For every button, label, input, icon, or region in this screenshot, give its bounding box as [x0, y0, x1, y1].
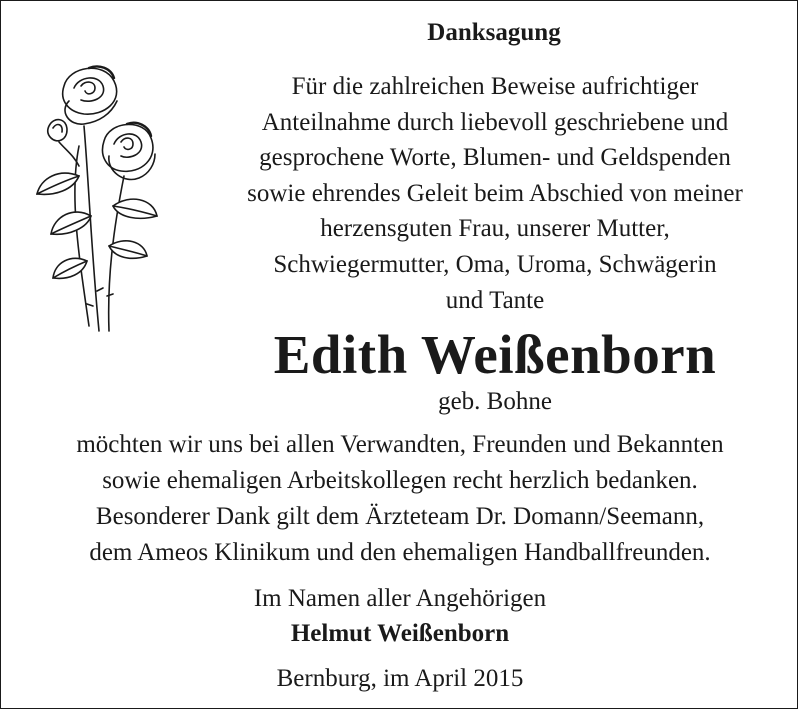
- intro-line: sowie ehrendes Geleit beim Abschied von meiner: [247, 179, 743, 207]
- heading: Danksagung: [427, 19, 561, 46]
- thanks-line: möchten wir uns bei allen Verwandten, Freunden und Bekannten: [76, 431, 724, 458]
- maiden-name: geb. Bohne: [438, 388, 552, 415]
- signature-block: [1, 581, 799, 651]
- signature-intro: Im Namen aller Angehörigen: [253, 585, 547, 612]
- thanks-line: dem Ameos Klinikum und den ehemaligen Handballfreunden.: [89, 539, 711, 566]
- intro-line: Schwiegermutter, Oma, Uroma, Schwägerin: [273, 250, 717, 278]
- rose-icon: [29, 56, 169, 336]
- intro-line: herzensguten Frau, unserer Mutter,: [320, 215, 670, 243]
- intro-line: und Tante: [445, 286, 545, 314]
- intro-line: gesprochene Worte, Blumen- und Geldspenden: [259, 144, 731, 172]
- thanks-line: Besonderer Dank gilt dem Ärzteteam Dr. Domann/Seemann,: [95, 503, 705, 530]
- intro-line: Für die zahlreichen Beweise aufrichtiger: [291, 73, 699, 100]
- signature-name: Helmut Weißenborn: [290, 620, 510, 647]
- thanks-line: sowie ehemaligen Arbeitskollegen recht herzlich bedanken.: [102, 467, 698, 494]
- intro-line: Anteilnahme durch liebevoll geschriebene und: [261, 108, 729, 136]
- place-date: Bernburg, im April 2015: [276, 665, 524, 692]
- thanks-text: [1, 427, 799, 571]
- deceased-name: Edith Weißenborn: [273, 324, 717, 385]
- intro-text: [191, 69, 799, 318]
